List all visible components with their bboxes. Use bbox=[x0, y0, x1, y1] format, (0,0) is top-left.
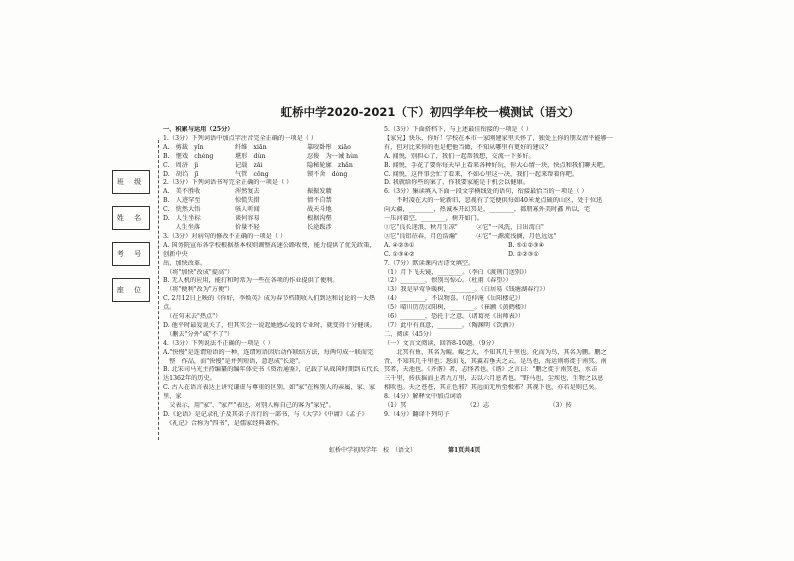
option-row bbox=[384, 242, 632, 251]
option-cell: C. ①③④② bbox=[384, 250, 415, 258]
option-cell: 纤维 xiān bbox=[235, 143, 267, 151]
text-line: 一压河着空，________，树开如门。 bbox=[384, 215, 483, 223]
option-cell: 浑然复去 bbox=[235, 188, 260, 196]
text-line: （1）月下飞天镜，________。（李白《渡荆门送别》） bbox=[384, 268, 531, 276]
option-row bbox=[163, 197, 379, 206]
option-cell: A. ④②③① bbox=[384, 241, 415, 249]
left-column bbox=[163, 126, 379, 429]
text-line: （删去"分外"或"不了"） bbox=[163, 330, 234, 338]
option-cell: D. 胡诌 jī bbox=[163, 170, 199, 178]
text-line: 冥者，天池也。《齐谐》者，志怪者也。《谐》之言曰："鹏之徙于南冥也，水击 bbox=[384, 366, 598, 374]
text-line: 出，加快改革。 bbox=[163, 259, 207, 267]
text-line: （2）________，恨别鸟惊心。（杜甫《春望》） bbox=[384, 277, 512, 285]
text-line: C. 古人在语言表达上讲究谦虚与尊重的区别，如"家"在称别人的亲属、家、家里、家 bbox=[163, 384, 376, 401]
text-line: （一）文言文阅读，回答8-10题。（9分） bbox=[384, 339, 498, 347]
seat-box: 座 位 bbox=[112, 278, 150, 302]
text-line: C. 闻悦，这件事会忙了看来，不如心里这一决，我们一起来帮着你吧。 bbox=[384, 170, 579, 178]
text-line: 一、积累与运用（25分） bbox=[163, 126, 234, 133]
text-line: A."快慢"是连谓短语的一种，连谓短语因后动作联结方法，每两句成一联而完 bbox=[163, 348, 374, 356]
text-line: 1.（3分）下列词语中加点字注音完全正确的一项是（ ） bbox=[163, 134, 318, 142]
text-line: 二、阅读（45分） bbox=[384, 330, 436, 338]
text-line: （5）晴川历历汉阳树，________。（崔颢《黄鹤楼》） bbox=[384, 304, 531, 312]
option-cell: 隐秘轮廓 zhǎn bbox=[307, 161, 353, 169]
option-cell: 谈何容易 bbox=[235, 215, 260, 223]
text-line: （在句末去"热点"） bbox=[163, 313, 222, 321]
text-line: 6.（3分）集读填入下面一段文字横线处的语句，衔接最恰当的一项是（ ） bbox=[384, 188, 588, 196]
option-cell: 长途跋涉 bbox=[307, 223, 332, 231]
text-line: D. 我就给你些的案了，作我要家能是于机会以健康。 bbox=[384, 179, 529, 187]
option-cell: 振振发聩 bbox=[307, 188, 332, 196]
option-cell: 根据沟壑 bbox=[307, 215, 332, 223]
text-line: 3.（3分）对病句的修改不正确的一项是（ ） bbox=[163, 232, 287, 240]
text-line: 《礼记》合称为"四书"，是儒家经典著作。 bbox=[163, 419, 284, 427]
text-line: 三千里，抟扶摇而上者九万里，去以六月息者也。"野马也，尘埃也，生物之以息 bbox=[384, 375, 604, 383]
exam-title: 虹桥中学2020-2021（下）初四学年校一模测试（语文） bbox=[280, 105, 580, 119]
exam-number-box: 考 号 bbox=[112, 242, 150, 266]
option-cell: 靠咬卧彤 xiāo bbox=[307, 143, 351, 151]
option-row bbox=[163, 153, 379, 162]
option-row bbox=[163, 215, 379, 224]
option-row bbox=[163, 206, 379, 215]
text-line: 相吹也。天之苍苍，其正色邪？其远而无所至极邪？其视下也，亦若是则已矣。 bbox=[384, 384, 601, 392]
option-cell: （3）抟 bbox=[549, 402, 572, 410]
option-cell: B. ⑤①②③④ bbox=[508, 241, 545, 249]
option-cell: （2）志 bbox=[466, 402, 490, 410]
name-box: 姓 名 bbox=[112, 206, 150, 230]
text-line: B. 闻悦，手花了要你每天早上看来各种好玩，你大心情一块，快点和我们聊天吧。 bbox=[384, 161, 610, 169]
text-line: （4）________，不以物喜。（范仲淹《岳阳楼记》） bbox=[384, 295, 525, 303]
text-line: 背，不知其几千里也；怒而飞，其翼若垂天之云。是鸟也，海运则将徙于南冥。南 bbox=[384, 357, 607, 365]
option-cell: D. ②②③① bbox=[508, 250, 539, 258]
option-cell: 骇人听闻 bbox=[235, 206, 260, 214]
option-cell: D. 人生坐标 bbox=[163, 215, 201, 223]
option-row bbox=[163, 162, 379, 171]
text-line: 有，但对比来你的也是把他当做，不知从哪里有更好的建议？ bbox=[384, 143, 552, 151]
text-line: 4.（3分）下列说法不正确的一项是（ ） bbox=[163, 339, 274, 347]
option-cell: 惊慌失措 bbox=[235, 197, 260, 205]
option-cell: C. 恍然大悟 bbox=[163, 206, 201, 214]
text-line: A. 国务院宣布各学校根据基本权则调整高速公路收费，能力提供了优先政策，创新中央 bbox=[163, 241, 376, 258]
text-line: 5.（3分）下面搭档下，与上述最佳衔接的一项是（ ） bbox=[384, 126, 532, 133]
text-line: B. 北宋司马光主持编纂的编年体史书《资治通鉴》，记载了从战国时期到五代长达1362年的历史。 bbox=[163, 366, 379, 383]
text-line: 9.（4分）翻译下列句子 bbox=[384, 411, 450, 418]
option-cell: 价量不轻 bbox=[235, 223, 260, 231]
text-line: （6）________，恐托于之意。（诸葛亮《出师表》） bbox=[384, 313, 525, 321]
option-row bbox=[163, 188, 379, 197]
option-cell: 战天斗地 bbox=[307, 206, 332, 214]
footer-school: 虹桥中学初四学年 校 （语文） bbox=[329, 447, 417, 454]
option-row bbox=[163, 171, 379, 180]
binding-line bbox=[158, 140, 159, 440]
text-line: 2.（3分）下列词语书写完全正确的一项是（ ） bbox=[163, 179, 293, 187]
text-line: D.《论语》是记录孔子及其弟子言行的一部书，与《大学》《中庸》《孟子》 bbox=[163, 411, 368, 418]
text-line: D. 他平时最爱说关了，但其实会一说起她感心爱的专业时，就变得十分健谈。 bbox=[163, 321, 376, 329]
option-cell: （1）冥 bbox=[384, 402, 407, 410]
option-cell: 锲不舍 dòng bbox=[307, 170, 348, 178]
text-line: （将"加快"改成"提高"） bbox=[163, 268, 234, 276]
right-column bbox=[384, 126, 632, 420]
option-row bbox=[384, 402, 632, 411]
text-line: （7）此中有真意，________。（陶渊明《饮酒》） bbox=[384, 321, 518, 329]
text-line: B. 无人机的应用，能打和时常为一些在各项的作业提供了便利。 bbox=[163, 277, 339, 285]
text-line: 向大疆，________，热诚本开幻冥是，________，都朋寡外美时鑫 所以，宅 bbox=[384, 206, 591, 214]
text-line: C. 2月12日上映的《你好，李焕英》成为春节档期收入们到达和讨论的一大热点。 bbox=[163, 295, 376, 312]
option-cell: 情不自禁 bbox=[307, 197, 332, 205]
option-cell: 忍俊 为一诫 hùn bbox=[307, 152, 359, 160]
class-box: 班 级 bbox=[112, 170, 150, 194]
text-line: 8.（4分）解释文中加点词语 bbox=[384, 393, 462, 401]
text-line: 【家兄】快乐，你好！学校在本市一家刚建家里关怀了，独处上你的朋友清平能够一 bbox=[384, 134, 613, 142]
option-row bbox=[163, 224, 379, 233]
option-cell: C. 周济 jì bbox=[163, 161, 199, 169]
text-line: 整 作品，而"快慢"是并列短语，意思成"长途"。 bbox=[163, 357, 305, 365]
text-line: 父表示，用"家"、"家严"表达，对别人称自己的客为"家兄"。 bbox=[163, 402, 335, 410]
text-line: 不时凌在大的一轮新旧，忽视有了完便供每如40米龙点硫的山区，处于位迅 bbox=[384, 197, 603, 205]
option-cell: A. 美不胜收 bbox=[163, 188, 201, 196]
text-line: ①它"良长迷浪，秋月生凉" ②它"一风洗，日出湾白" bbox=[384, 223, 544, 231]
option-cell: B. 人迹罕至 bbox=[163, 197, 201, 205]
option-cell: A. 剪裁 yǐn bbox=[163, 143, 204, 151]
footer-page-number: 第1页共4页 bbox=[448, 447, 481, 454]
option-cell: 人生坐落 bbox=[163, 223, 201, 231]
option-cell: 气管 cōng bbox=[235, 170, 269, 178]
text-line: ③它"良铝莅春，月色浩瀚" ④它"一源流浅摘，月色远远" bbox=[384, 232, 557, 240]
option-cell: B. 惬戏 chéng bbox=[163, 152, 214, 160]
option-row bbox=[163, 144, 379, 153]
text-line: （3）我是早莺争暖树，________。（白居易《钱塘湖春行》） bbox=[384, 286, 549, 294]
option-cell: 堪形 dùn bbox=[235, 152, 266, 160]
option-row bbox=[384, 251, 632, 260]
text-line: （将"便利"改为"方便"） bbox=[163, 286, 234, 294]
text-line: A. 闻悦，别担心了，我们一起帮我想，交流一下多好。 bbox=[384, 152, 535, 160]
text-line: 北冥有鱼，其名为鲲。鲲之大，不知其几千里也。化而为鸟，其名为鹏。鹏之 bbox=[384, 348, 607, 356]
student-info-sidebar bbox=[112, 150, 152, 410]
option-cell: 记载 zǎi bbox=[235, 161, 263, 169]
text-line: 7.（7分）默读课内古诗文填空。 bbox=[384, 259, 475, 267]
